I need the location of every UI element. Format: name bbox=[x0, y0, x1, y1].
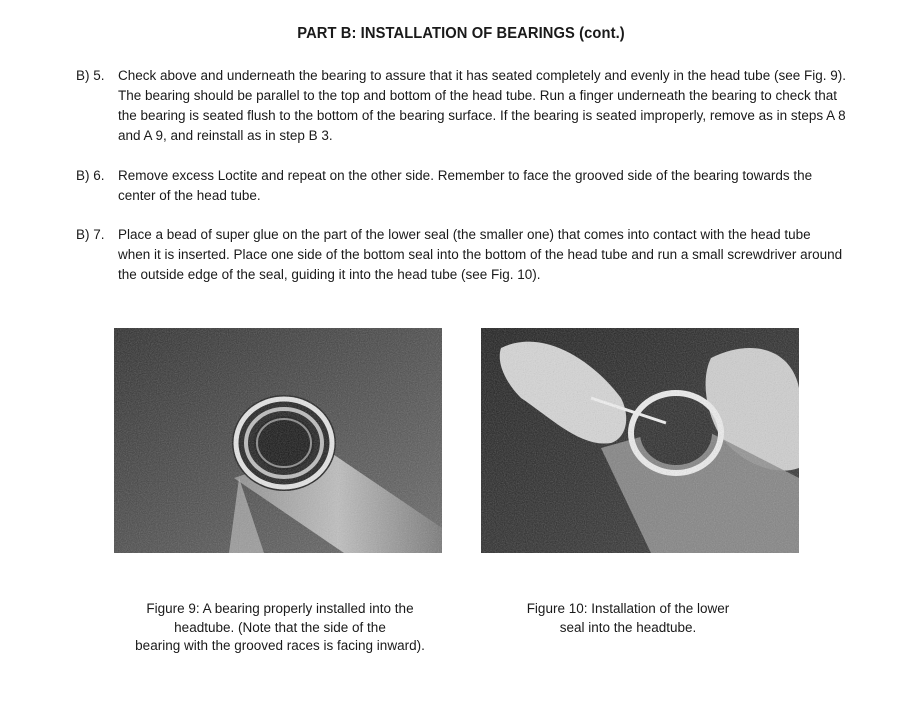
step-text: Remove excess Loctite and repeat on the other side. Remember to face the grooved side of the bearing towards the center of the head tube. bbox=[118, 168, 813, 203]
step-text: Check above and underneath the bearing to assure that it has seated completely and evenly in the head tube (see Fig. 9). The bearing should be parallel to the top and bottom of the head tube. Run a finger underneath the bearing to check that the bearing is seated flush to the bottom of the bearing surface. If the bearing is seated improperly, remove as in steps A 8 and A 9, and reinstall as in step B 3. bbox=[118, 68, 846, 143]
step-b7 bbox=[76, 225, 846, 285]
caption-line: Figure 9: A bearing properly installed into the bbox=[146, 601, 414, 616]
caption-line: seal into the headtube. bbox=[559, 619, 697, 635]
figure-10-photo bbox=[481, 328, 799, 553]
figure-10-caption bbox=[488, 600, 768, 637]
step-label: B) 5. bbox=[76, 68, 105, 83]
page-title: PART B: INSTALLATION OF BEARINGS (cont.) bbox=[297, 25, 625, 42]
caption-line: headtube. (Note that the side of the bbox=[174, 619, 386, 635]
step-label: B) 6. bbox=[76, 168, 105, 183]
step-b5 bbox=[76, 66, 846, 146]
step-text: Place a bead of super glue on the part of the lower seal (the smaller one) that comes into contact with the head tube when it is inserted. Place one side of the bottom seal into the bottom of the head tube and run a small screwdriver around the outside edge of the seal, guiding it into the head tube (see Fig. 10). bbox=[118, 227, 843, 282]
figure-9-caption bbox=[110, 600, 450, 656]
step-label: B) 7. bbox=[76, 227, 105, 242]
step-b6 bbox=[76, 166, 846, 206]
caption-line: bearing with the grooved races is facing inward). bbox=[135, 638, 425, 653]
figure-9-photo bbox=[114, 328, 442, 553]
caption-line: Figure 10: Installation of the lower bbox=[526, 601, 730, 616]
